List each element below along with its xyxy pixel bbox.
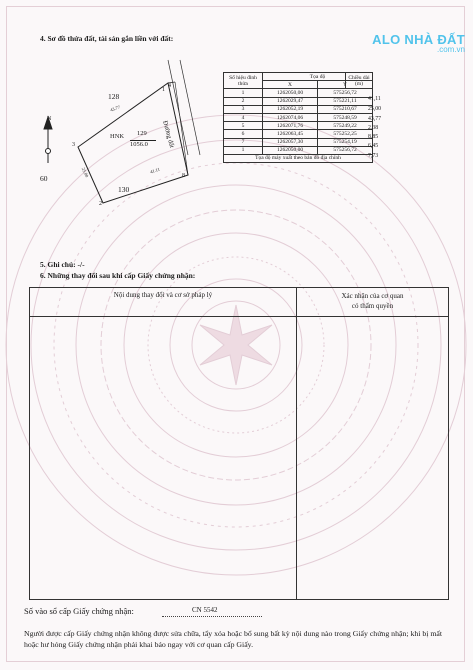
changes-header-authority bbox=[297, 288, 449, 317]
length-2: 25,00 bbox=[368, 106, 382, 112]
authority-line-2: có thẩm quyền bbox=[351, 302, 394, 310]
length-4: 2,38 bbox=[368, 125, 379, 131]
register-label: Số vào sổ cấp Giấy chứng nhận: bbox=[24, 606, 134, 616]
section-6-title: 6. Những thay đổi sau khi cấp Giấy chứng nhận: bbox=[40, 271, 196, 280]
footer-note: Người được cấp Giấy chứng nhận không được sửa chữa, tẩy xóa hoặc bổ sung bất kỳ nội dung nào trong Giấy chứng nhận; khi bị mất hoặc hư hỏng Giấy chứng nhận phải khai báo ngay với cơ quan cấp Giấy. bbox=[24, 629, 443, 649]
vertex-2: 2 bbox=[99, 201, 102, 207]
section-4-title: 4. Sơ đồ thửa đất, tài sản gắn liền với đất: bbox=[40, 34, 174, 43]
parcel-sketch bbox=[30, 55, 220, 220]
length-5: 8,85 bbox=[368, 134, 379, 140]
neighbor-130: 130 bbox=[118, 185, 130, 194]
y-cell: 575254,19 bbox=[318, 138, 373, 146]
vertex-cell: 4 bbox=[224, 113, 263, 121]
table-row bbox=[224, 146, 373, 154]
length-1: 41,11 bbox=[368, 96, 381, 102]
y-cell: 575256,72 bbox=[318, 146, 373, 154]
parcel-area: 1056.0 bbox=[130, 141, 148, 148]
vertex-3: 3 bbox=[72, 142, 75, 148]
y-cell: 575252,25 bbox=[318, 130, 373, 138]
north-label: N bbox=[47, 116, 52, 122]
parcel-number: 129 bbox=[137, 130, 147, 137]
changes-table bbox=[29, 287, 449, 600]
register-value: CN 5542 bbox=[192, 606, 218, 614]
authority-line-1: Xác nhận của cơ quan bbox=[341, 292, 404, 300]
watermark-title: ALO NHÀ ĐẤT bbox=[372, 32, 465, 47]
edge-label-west: 25.00 bbox=[80, 166, 90, 179]
table-row bbox=[224, 122, 373, 130]
vertex-cell: 5 bbox=[224, 122, 263, 130]
changes-header-content: Nội dung thay đổi và cơ sở pháp lý bbox=[30, 288, 297, 317]
x-cell: 1262050,00 bbox=[263, 89, 318, 97]
register-dotted-line bbox=[162, 616, 262, 617]
y-cell: 575248,59 bbox=[318, 113, 373, 121]
x-cell: 1262057,30 bbox=[263, 138, 318, 146]
y-cell: 575210,67 bbox=[318, 105, 373, 113]
x-cell: 1262063,45 bbox=[263, 130, 318, 138]
x-cell: 1262050,00 bbox=[263, 146, 318, 154]
table-row bbox=[224, 113, 373, 121]
y-cell: 575256,72 bbox=[318, 89, 373, 97]
table-row bbox=[224, 130, 373, 138]
parcel-type: HNK bbox=[110, 133, 125, 140]
vertex-1: 1 bbox=[162, 87, 165, 93]
vertex-cell: 1 bbox=[224, 89, 263, 97]
section-5-note: 5. Ghi chú: -/- bbox=[40, 260, 85, 269]
coord-table-footer: Tọa độ máy xuất theo bản đồ địa chính bbox=[224, 154, 373, 162]
x-cell: 1262071,76 bbox=[263, 122, 318, 130]
length-7: 7,73 bbox=[368, 153, 379, 159]
vertex-cell: 7 bbox=[224, 138, 263, 146]
coord-header-vertex: Số hiệu đỉnh thửa bbox=[224, 73, 263, 89]
x-cell: 1262029,47 bbox=[263, 97, 318, 105]
vertex-4: 4 bbox=[168, 83, 171, 89]
length-header: Chiều dài (m) bbox=[346, 73, 373, 89]
length-3: 43,77 bbox=[368, 116, 382, 122]
vertex-cell: 2 bbox=[224, 97, 263, 105]
edge-label-south: 41.11 bbox=[149, 166, 161, 175]
edge-label-north: 43.77 bbox=[109, 104, 121, 113]
x-cell: 1262052,19 bbox=[263, 105, 318, 113]
changes-content-cell bbox=[30, 317, 297, 600]
table-row bbox=[224, 97, 373, 105]
x-cell: 1262074,06 bbox=[263, 113, 318, 121]
neighbor-128: 128 bbox=[108, 92, 120, 101]
table-row bbox=[224, 138, 373, 146]
vertex-cell: 6 bbox=[224, 130, 263, 138]
vertex-cell: 3 bbox=[224, 105, 263, 113]
coord-header-y: Y bbox=[318, 81, 373, 89]
neighbor-60: 60 bbox=[40, 174, 48, 183]
coord-header-x: X bbox=[263, 81, 318, 89]
site-watermark bbox=[372, 32, 465, 54]
vertex-cell: 1 bbox=[224, 146, 263, 154]
changes-authority-cell bbox=[297, 317, 449, 600]
coord-header-coords: Tọa độ bbox=[263, 73, 373, 81]
table-row bbox=[224, 105, 373, 113]
watermark-domain: .com.vn bbox=[436, 45, 465, 54]
table-row bbox=[224, 89, 373, 97]
length-6: 6,45 bbox=[368, 143, 379, 149]
y-cell: 575249,22 bbox=[318, 122, 373, 130]
y-cell: 575221,11 bbox=[318, 97, 373, 105]
length-table bbox=[345, 72, 373, 89]
road-label: Đường đất bbox=[161, 120, 176, 149]
vertex-8: 8 bbox=[182, 173, 185, 179]
